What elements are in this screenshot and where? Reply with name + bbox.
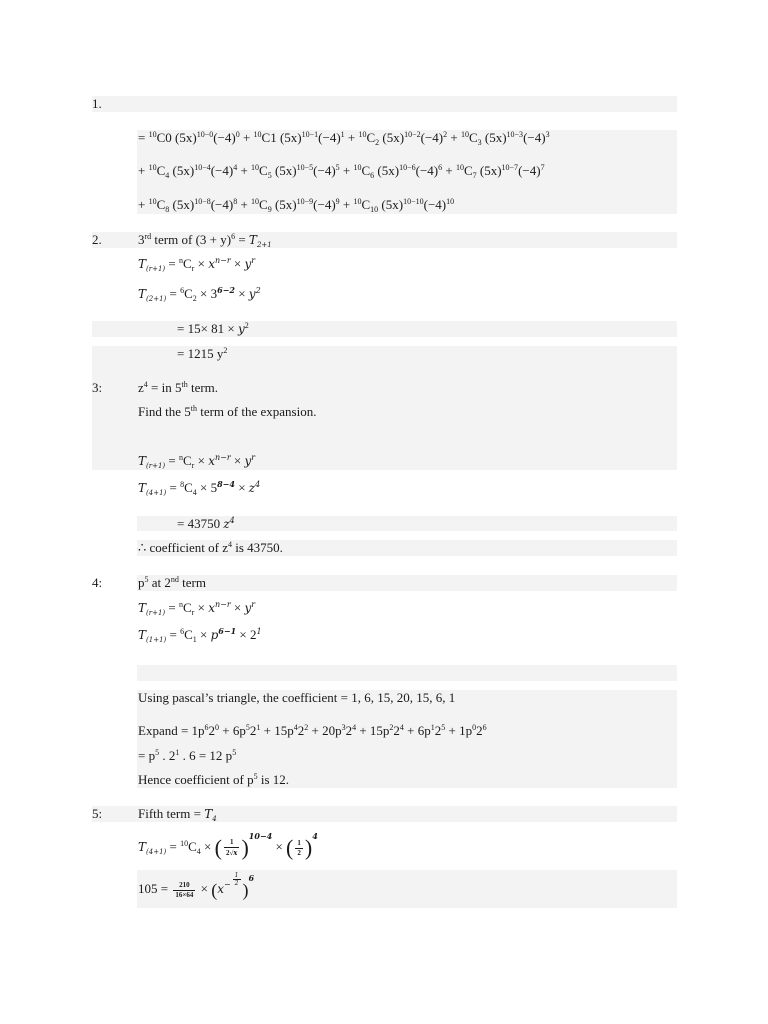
q5-line-1: Fifth term = $T_4$ [138, 806, 217, 823]
q4-line-5: Expand = $1p^62^0 + 6p^52^1 + 15p^42^2 + 20p^32^4 + 15p^22^4 + 6p^12^5 + 1p^02^6$ [138, 723, 487, 738]
q4-line-1: $p^5$ at 2nd term [138, 575, 206, 590]
q3-line-4: $T_{(4+1)} = ^8C_4 \times 5^{8-4} \times z^4$ [138, 479, 261, 497]
question-number: 3: [92, 380, 103, 395]
q2-line-4: = $15\times 81 \times y^2$ [177, 321, 249, 336]
q4-line-4: Using pascal’s triangle, the coefficient = 1, 6, 15, 20, 15, 6, 1 [138, 690, 456, 705]
q4-line-7: Hence coefficient of $p^5$ is 12. [138, 772, 290, 787]
shade [92, 96, 677, 112]
q1-line-1: = $^{10}$C0 $(5x)^{10-0}(-4)^0 + ^{10}C1$ $(5x)^{10-1}(-4)^1 + ^{10}C_2$ $(5x)^{10-2}(-4)^2 + ^{10}C_3$ $(5x)^{10-3}(-4)^3$ [138, 130, 550, 147]
q3-formula: $T_{(r+1)} = ^nC_r \times x^{n-r} \times y^r$ [138, 453, 256, 470]
q5-line-3: 105 = $\frac{210}{16\times 64}$ × ($x^{- \frac{1}{2}}$ )$^6$ [138, 872, 255, 901]
shade [137, 665, 677, 681]
shade [137, 575, 677, 591]
q1-line-2: + $^{10}C_4$ $(5x)^{10-4}(-4)^4 + ^{10}C_5$ $(5x)^{10-5}(-4)^5 + ^{10}C_6$ $(5x)^{10-6}(-4)^6 + ^{10}C_7$ $(5x)^{10-7}(-4)^7$ [138, 163, 545, 180]
q3-line-6: ∴ coefficient of $z^4$ is 43750. [138, 540, 283, 555]
q5-line-2: $T_{(4+1)} = ^{10}C_4$ × ( $\frac{1}{2√x}$ )$^{10-4}$ × ( $\frac{1}{2}$ )$^4$ [138, 831, 318, 861]
question-number: 2. [92, 232, 102, 247]
question-number: 5: [92, 806, 103, 821]
q3-line-1: $z^4$ = in 5th term. [138, 380, 219, 395]
q3-line-2: Find the 5th term of the expansion. [138, 404, 317, 419]
q2-formula: $T_{(r+1)} = ^nC_r \times x^{n-r} \times y^r$ [138, 256, 256, 273]
q2-line-3: $T_{(2+1)} = ^6C_2 \times 3^{6-2} \times y^2$ [138, 285, 261, 303]
q4-line-6: = $p^5$ . $2^1$ . 6 = 12 $p^5$ [138, 748, 237, 763]
q4-formula: $T_{(r+1)} = ^nC_r \times x^{n-r} \times y^r$ [138, 600, 256, 617]
q2-line-1: 3rd term of $(3 + y)^6 = T_{2+1}$ [138, 232, 272, 249]
q4-line-3: $T_{(1+1)} = ^6C_1 \times p^{6-1} \times 2^1$ [138, 626, 262, 644]
q2-line-5: = 1215 $y^2$ [177, 346, 228, 361]
question-number: 4: [92, 575, 103, 590]
q3-line-5: = 43750 $z^4$ [177, 516, 235, 531]
q1-line-3: + $^{10}C_8$ $(5x)^{10-8}(-4)^8 + ^{10}C_9$ $(5x)^{10-9}(-4)^9 + ^{10}C_{10}$ $(5x)^{10-10}(-4)^{10}$ [138, 197, 455, 214]
question-number: 1. [92, 96, 102, 111]
